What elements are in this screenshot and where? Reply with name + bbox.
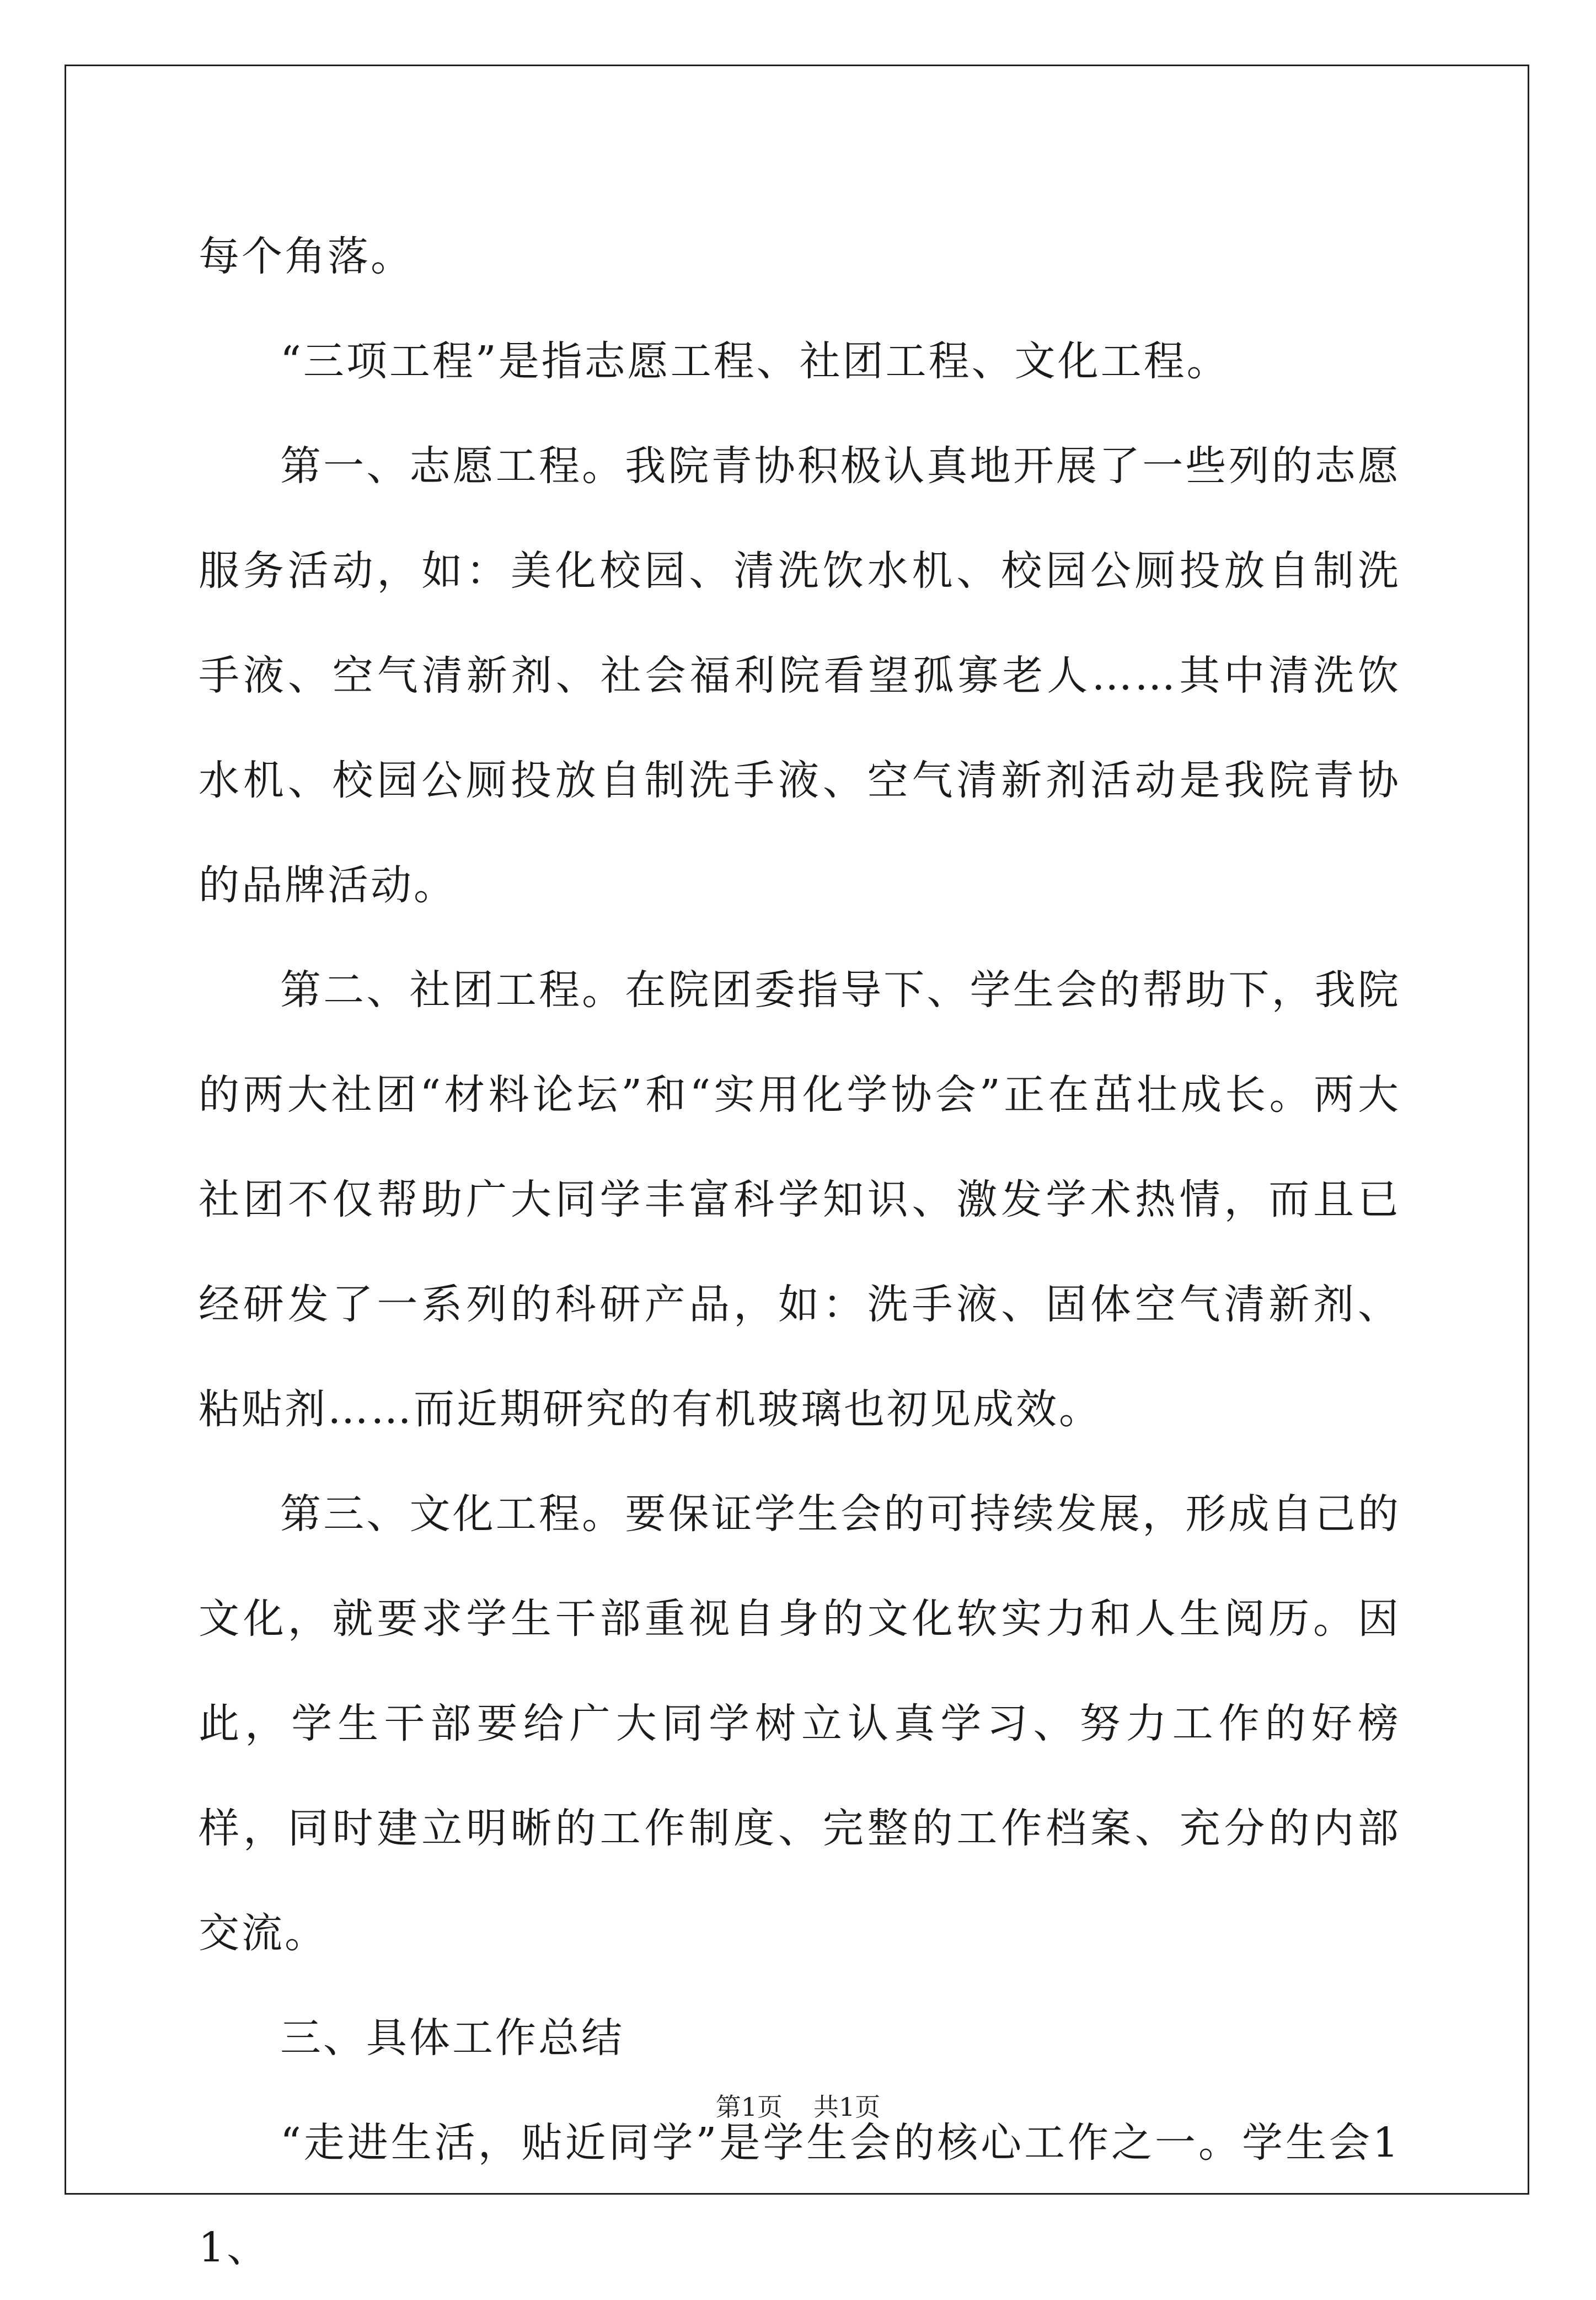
paragraph-1: 每个角落。 <box>199 233 414 280</box>
page-number: 第1页 <box>715 2092 783 2122</box>
paragraph-3: 第一、志愿工程。我院青协积极认真地开展了一些列的志愿服务活动，如：美化校园、清洗饮水机、校园公厕投放自制洗手液、空气清新剂、社会福利院看望孤寡老人……其中清洗饮水机、校园公厕投放自制洗手液、空气清新剂活动是我院青协的品牌活动。 <box>199 442 1401 909</box>
paragraph-5: 第三、文化工程。要保证学生会的可持续发展，形成自己的文化，就要求学生干部重视自身的文化软实力和人生阅历。因此，学生干部要给广大同学树立认真学习、努力工作的好榜样，同时建立明晰的工作制度、完整的工作档案、充分的内部交流。 <box>199 1490 1401 1957</box>
section-heading: 三、具体工作总结 <box>280 2014 624 2062</box>
page-total: 共1页 <box>813 2092 881 2122</box>
paragraph-2: “三项工程”是指志愿工程、社团工程、文化工程。 <box>280 338 1230 385</box>
page-footer <box>0 2090 1596 2124</box>
paragraph-4: 第二、社团工程。在院团委指导下、学生会的帮助下，我院的两大社团“材料论坛”和“实用化学协会”正在茁壮成长。两大社团不仅帮助广大同学丰富科学知识、激发学术热情，而且已经研发了一系列的科研产品，如：洗手液、固体空气清新剂、粘贴剂……而近期研究的有机玻璃也初见成效。 <box>199 966 1401 1433</box>
document-body <box>199 204 1401 2300</box>
paragraph-7: “走进生活，贴近同学”是学生会的核心工作之一。学生会11、 <box>199 2119 1401 2271</box>
